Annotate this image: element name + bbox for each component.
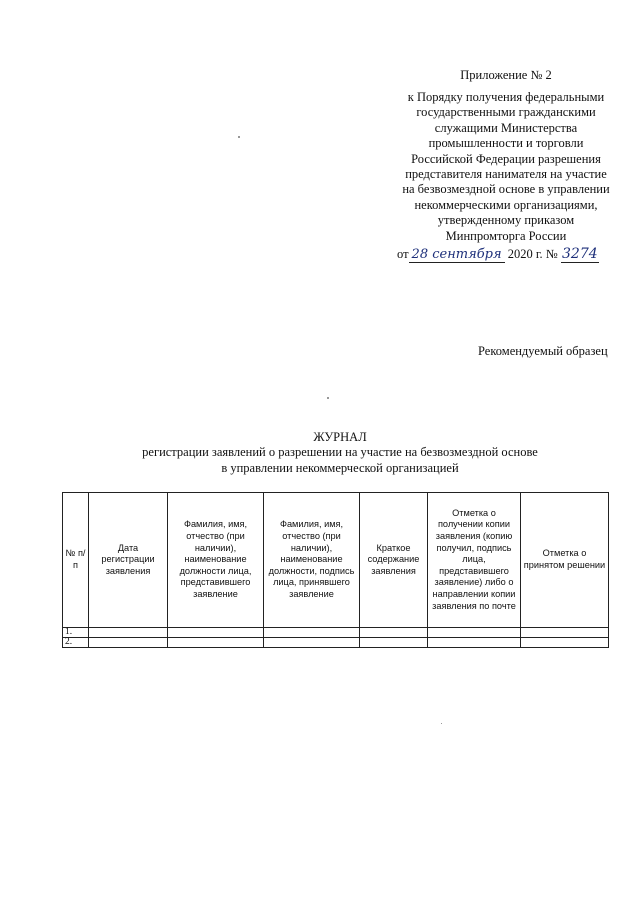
header-number: № п/п bbox=[63, 493, 89, 628]
appendix-line: представителя нанимателя на участие bbox=[405, 167, 607, 182]
appendix-block bbox=[392, 68, 620, 244]
header-registration-date: Дата регистрации заявления bbox=[89, 493, 168, 628]
journal-subtitle-line-1: регистрации заявлений о разрешении на участие на безвозмездной основе bbox=[142, 445, 538, 460]
table-header-row bbox=[63, 493, 609, 628]
table-cell bbox=[360, 628, 428, 638]
table-row bbox=[63, 628, 609, 638]
header-applicant-name: Фамилия, имя, отчество (при наличии), наименование должности лица, представившего заявление bbox=[168, 493, 264, 628]
table-cell bbox=[521, 628, 609, 638]
date-suffix: 2020 г. № bbox=[507, 247, 558, 261]
appendix-line: утвержденному приказом bbox=[437, 213, 575, 228]
table-cell bbox=[360, 638, 428, 648]
journal-subtitle-line-2: в управлении некоммерческой организацией bbox=[221, 460, 459, 475]
table-cell bbox=[89, 638, 168, 648]
header-summary: Краткое содержание заявления bbox=[360, 493, 428, 628]
table-cell bbox=[521, 638, 609, 648]
handwritten-date: 28 сентября bbox=[409, 247, 505, 263]
scan-speck bbox=[327, 397, 329, 399]
header-decision-mark: Отметка о принятом решении bbox=[521, 493, 609, 628]
appendix-line: промышленности и торговли bbox=[428, 136, 584, 151]
scan-speck bbox=[238, 136, 240, 138]
scan-speck bbox=[441, 723, 442, 724]
appendix-title: Приложение № 2 bbox=[460, 68, 552, 82]
table-cell bbox=[428, 628, 521, 638]
appendix-line: государственными гражданскими bbox=[416, 105, 596, 120]
table-cell bbox=[264, 638, 360, 648]
table-cell bbox=[428, 638, 521, 648]
appendix-line: Минпромторга России bbox=[445, 228, 567, 243]
table-cell bbox=[264, 628, 360, 638]
table-cell bbox=[168, 628, 264, 638]
journal-heading bbox=[100, 430, 580, 476]
table-cell bbox=[89, 628, 168, 638]
table-cell: 1. bbox=[63, 628, 89, 638]
appendix-line: на безвозмездной основе в управлении bbox=[402, 182, 610, 197]
appendix-line: к Порядку получения федеральными bbox=[407, 90, 605, 104]
header-receiver-name: Фамилия, имя, отчество (при наличии), наименование должности, подпись лица, принявшего заявление bbox=[264, 493, 360, 628]
appendix-line: служащими Министерства bbox=[434, 120, 578, 135]
table-cell bbox=[168, 638, 264, 648]
appendix-line: некоммерческими организациями, bbox=[414, 197, 598, 212]
appendix-line: Российской Федерации разрешения bbox=[411, 151, 601, 166]
journal-table bbox=[62, 492, 609, 648]
handwritten-order-number: 3274 bbox=[562, 246, 598, 262]
order-date-line bbox=[397, 246, 599, 263]
table-cell: 2. bbox=[63, 638, 89, 648]
sample-label: Рекомендуемый образец bbox=[478, 344, 608, 358]
date-prefix: от bbox=[397, 247, 409, 261]
journal-title: ЖУРНАЛ bbox=[313, 430, 367, 444]
table-row bbox=[63, 638, 609, 648]
header-copy-receipt-mark: Отметка о получении копии заявления (копию получил, подпись лица, представившего заявление) либо о направлении копии заявления по почте bbox=[428, 493, 521, 628]
